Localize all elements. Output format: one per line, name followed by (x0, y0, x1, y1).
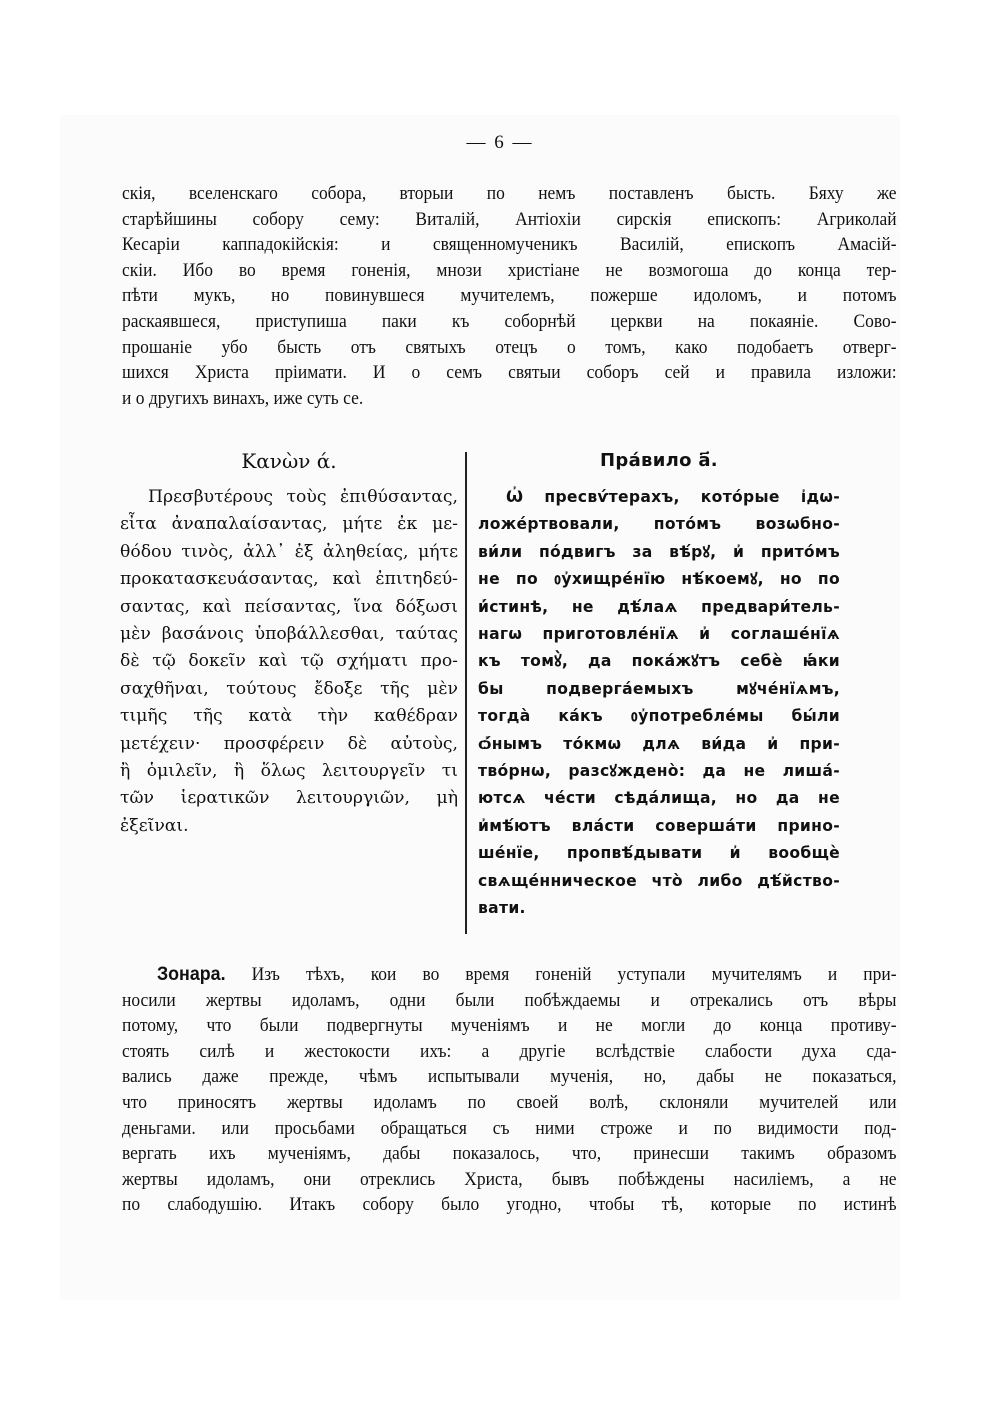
slavonic-line: тво́рнѡ, разсꙋждено̀: да не лиша́- (478, 762, 840, 781)
intro-line: раскаявшеся, приступиша паки къ соборнѣй церкви на покаяніе. Сово- (122, 310, 897, 332)
slavonic-line: Ѡ҆ пресвѵ́терахъ, кото́рые і҆дѡ- (506, 488, 840, 506)
intro-line: прошаніе убо бысть отъ святыхъ отецъ о томъ, како подобаетъ отверг- (122, 336, 897, 358)
slavonic-line: не по ᲂу҆хищре́нїю нѣ́коемꙋ, но по (478, 570, 840, 589)
greek-line: μετέχειν· προσφέρειν δὲ αὐτοὺς, (120, 733, 458, 754)
greek-line: τῶν ἱερατικῶν λειτουργιῶν, μὴ (120, 788, 458, 809)
commentary-line: потому, что были подвергнуты мученіямъ и не могли до конца противу- (122, 1015, 897, 1037)
slavonic-line: свѧще́нническое что̀ либо дѣ́йство- (478, 871, 840, 890)
intro-line: пѣти мукъ, но повинувшеся мучителемъ, пожерше идоломъ, и потомъ (122, 285, 897, 307)
intro-paragraph (122, 181, 897, 411)
intro-line: скіи. Ибо во время гоненія, мнози христіане не возмогоша до конца тер- (122, 259, 897, 281)
slavonic-line: ше́нїе, пропвѣ́дывати и҆ вообщѐ (478, 844, 840, 863)
greek-line: τιμῆς τῆς κατὰ τὴν καθέδραν (120, 706, 458, 727)
intro-line: и о другихъ винахъ, иже суть се. (122, 387, 364, 409)
slavonic-line: ложе́ртвовали, пото́мъ возѡбно- (478, 515, 840, 534)
commentary-line: носили жертвы идоламъ, одни были побѣждаемы и отрекались отъ вѣры (122, 989, 897, 1011)
commentary-line: вергать ихъ мученіямъ, дабы показалось, что, принесши такимъ образомъ (122, 1143, 897, 1165)
slavonic-line: тогда̀ ка́къ ᲂу҆потребле́мы бы́ли (478, 707, 840, 726)
commentary-line: что приносятъ жертвы идоламъ по своей волѣ, склоняли мучителей или (122, 1091, 897, 1113)
greek-canon-heading: Κανὼν ά. (241, 449, 337, 473)
commentary-author: Зонара. (156, 964, 226, 985)
commentary-first-line-text: Изъ тѣхъ, кои во время гоненій уступали мучителямъ и при- (251, 964, 897, 985)
slavonic-line: ви́ли по́двигъ за вѣ́рꙋ, и҆ прито́мъ (478, 542, 840, 561)
greek-line: ἢ ὁμιλεῖν, ἢ ὅλως λειτουργεῖν τι (120, 761, 458, 782)
slavonic-line: ѻ҆́нымъ то́кмѡ длѧ ви́да и҆ при- (478, 734, 840, 753)
commentary-line: по слабодушію. Итакъ собору было угодно, чтобы тѣ, которые по истинѣ (122, 1194, 897, 1216)
slavonic-line: ютсѧ че́сти сѣда́лища, но да не (478, 789, 840, 808)
slavonic-rule-heading: Пра́вило а҃. (600, 450, 718, 471)
slavonic-line: и҆мѣ́ютъ вла́сти соверша́ти прино- (478, 816, 840, 835)
commentary-first-line (122, 962, 897, 988)
greek-canon-column (120, 448, 458, 840)
slavonic-line: бы подверга́емыхъ мꙋче́нїѧмъ, (478, 679, 840, 698)
greek-line: ἐξεῖναι. (120, 815, 189, 836)
commentary-line: жертвы идоламъ, они отреклись Христа, бывъ побѣждены насиліемъ, а не (122, 1168, 897, 1190)
zonaras-commentary (122, 962, 897, 1218)
greek-line: μὲν βασάνοις ὑποβάλλεσθαι, ταύτας (120, 624, 458, 645)
greek-line: προκατασκευάσαντας, καὶ ἐπιτηδεύ- (120, 569, 458, 590)
commentary-line: деньгами. или просьбами обращаться съ ними строже и по видимости под- (122, 1117, 897, 1139)
intro-line: Кесаріи каппадокійскія: и священномученикъ Василій, епископъ Амасій- (122, 234, 897, 256)
slavonic-rule-column (478, 448, 840, 923)
commentary-line: стоять силѣ и жестокости ихъ: а другіе вслѣдствіе слабости духа сда- (122, 1040, 897, 1062)
column-divider (465, 452, 467, 934)
slavonic-line: вати. (478, 899, 526, 918)
greek-line: σαντας, καὶ πείσαντας, ἵνα δόξωσι (120, 596, 458, 617)
slavonic-line: къ томꙋ̀, да пока́жꙋтъ себѐ ꙗ҆́ки (478, 652, 840, 671)
commentary-line: вались даже прежде, чѣмъ испытывали мученія, но, дабы не показаться, (122, 1066, 897, 1088)
greek-line: Πρεσβυτέρους τοὺς ἐπιθύσαντας, (148, 487, 458, 507)
greek-line: θόδου τινὸς, ἀλλ᾽ ἐξ ἀληθείας, μήτε (120, 541, 458, 562)
greek-line: σαχθῆναι, τούτους ἔδοξε τῆς μὲν (120, 678, 458, 699)
page-number: — 6 — (466, 132, 534, 153)
slavonic-line: и҆́стинѣ, не дѣ́лаѧ предвари́тель- (478, 597, 840, 616)
intro-line: скія, вселенскаго собора, вторыи по немъ поставленъ бысть. Бяху же (122, 183, 897, 204)
intro-line: старѣйшины собору сему: Виталій, Антіохіи сирскія епископъ: Агриколай (122, 208, 897, 230)
greek-line: εἶτα ἀναπαλαίσαντας, μήτε ἐκ με- (120, 514, 458, 535)
slavonic-line: нагѡ приготовле́нїѧ и҆ соглаше́нїѧ (478, 625, 840, 644)
greek-line: δὲ τῷ δοκεῖν καὶ τῷ σχήματι προ- (120, 651, 458, 672)
intro-line: шихся Христа пріимати. И о семъ святыи соборъ сей и правила изложи: (122, 362, 897, 384)
